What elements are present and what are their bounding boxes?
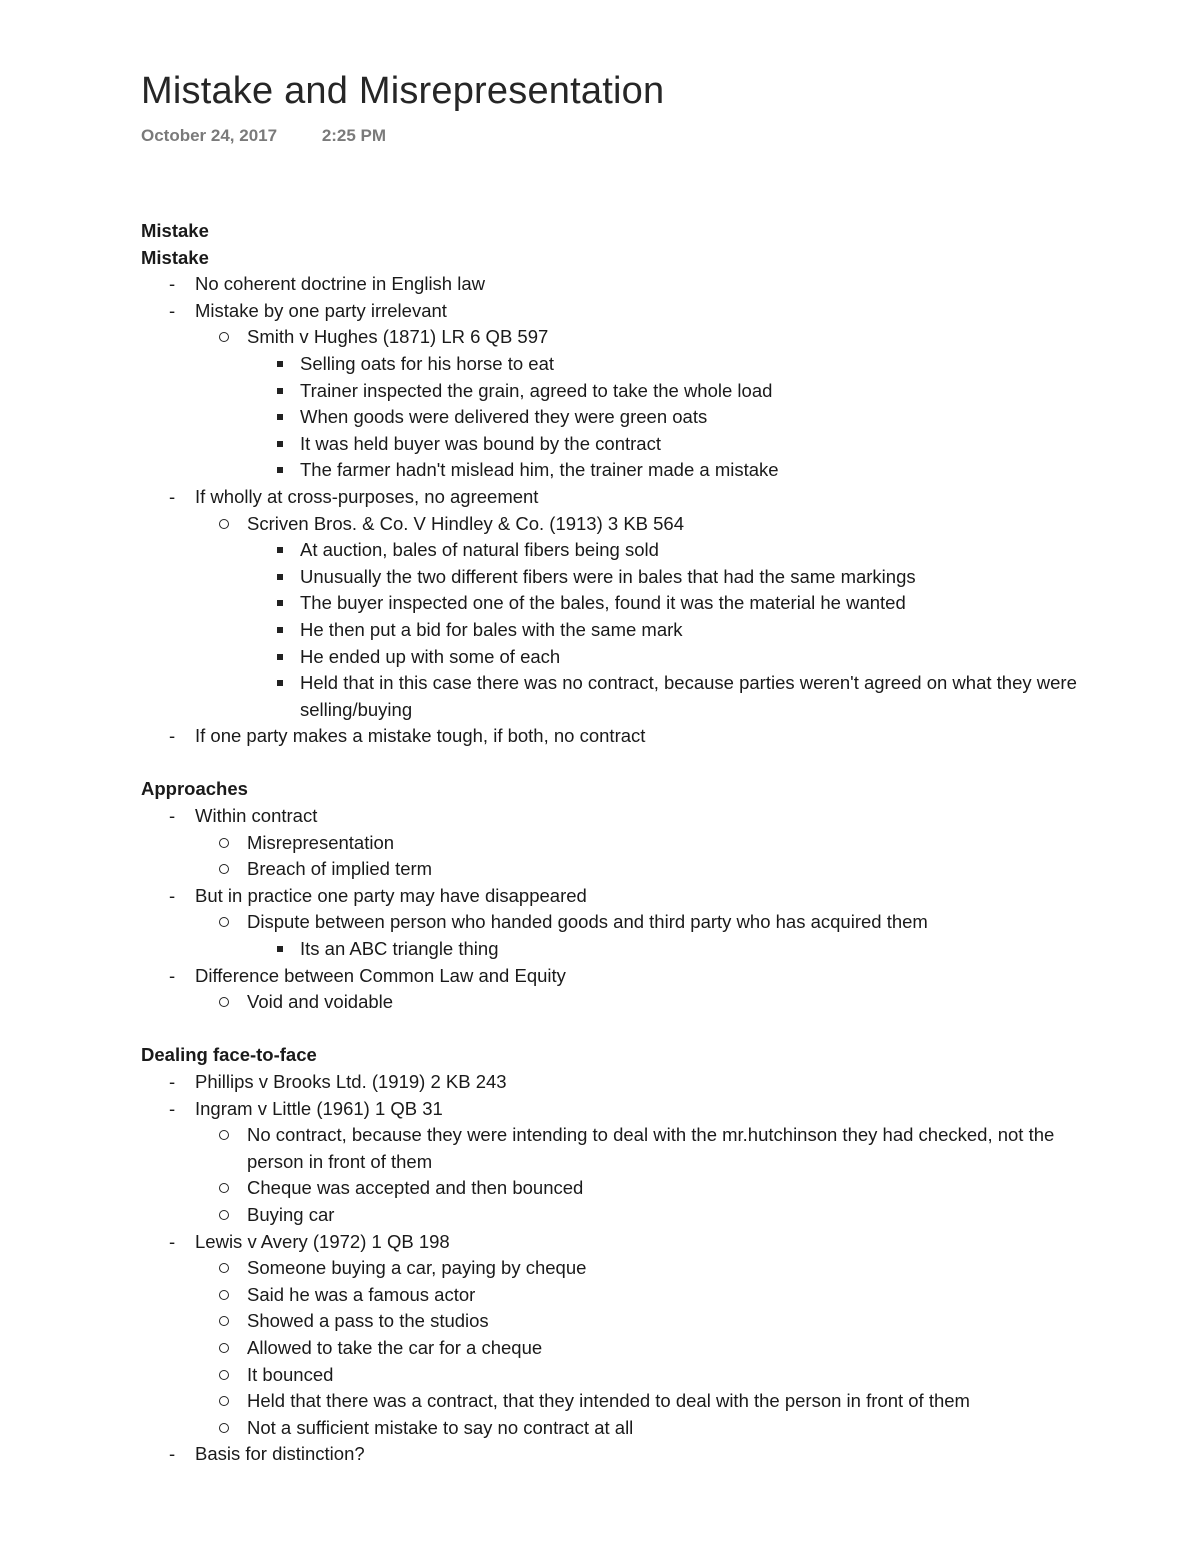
outline-item-text: Ingram v Little (1961) 1 QB 31 <box>195 1097 443 1119</box>
outline-item-text: Approaches <box>141 778 248 800</box>
outline-item-text: Lewis v Avery (1972) 1 QB 198 <box>195 1230 450 1252</box>
outline-item <box>141 909 1101 936</box>
outline-item <box>141 830 1101 857</box>
outline-item-text: Within contract <box>195 805 318 827</box>
circle-bullet-icon <box>219 997 229 1007</box>
square-bullet-icon <box>277 547 283 553</box>
outline-item-text: Someone buying a car, paying by cheque <box>247 1257 587 1279</box>
outline-item <box>141 1388 1101 1415</box>
dash-bullet-icon: - <box>169 964 176 986</box>
dash-bullet-icon: - <box>169 1071 176 1092</box>
note-time: 2:25 PM <box>321 126 387 145</box>
outline-item <box>141 457 1101 484</box>
outline-item-text: Basis for distinction? <box>195 1443 365 1465</box>
outline-item <box>141 590 1101 617</box>
square-bullet-icon <box>277 946 283 952</box>
outline-item-text: Breach of implied term <box>247 858 433 880</box>
outline-item-text: If one party makes a mistake tough, if both, no contract <box>195 725 646 747</box>
outline-item <box>141 1282 1101 1309</box>
circle-bullet-icon <box>219 838 229 848</box>
outline-item-text: Smith v Hughes (1871) LR 6 QB 597 <box>247 326 549 348</box>
outline-item <box>141 670 1101 723</box>
square-bullet-icon <box>277 361 283 367</box>
outline-item-text: Difference between Common Law and Equity <box>195 964 566 986</box>
circle-bullet-icon <box>219 519 229 529</box>
outline-item <box>141 1362 1101 1389</box>
square-bullet-icon <box>277 441 283 447</box>
square-bullet-icon <box>277 574 283 580</box>
circle-bullet-icon <box>219 917 229 927</box>
outline-item <box>141 883 1101 910</box>
outline-item <box>141 1096 1101 1123</box>
dash-bullet-icon: - <box>169 1443 176 1465</box>
section-heading <box>141 245 1101 272</box>
outline-item <box>141 617 1101 644</box>
outline-item <box>141 511 1101 538</box>
outline-item <box>141 564 1101 591</box>
circle-bullet-icon <box>219 1343 229 1353</box>
outline-item <box>141 1202 1101 1229</box>
outline-item <box>141 856 1101 883</box>
outline-item-text: Selling oats for his horse to eat <box>300 352 555 374</box>
dash-bullet-icon: - <box>169 299 176 321</box>
outline-item-text: When goods were delivered they were green oats <box>300 406 708 428</box>
outline-item-text: Mistake <box>141 246 209 268</box>
dash-bullet-icon: - <box>169 884 176 906</box>
section-heading <box>141 218 1101 245</box>
section-heading <box>141 776 1101 803</box>
circle-bullet-icon <box>219 1263 229 1273</box>
dash-bullet-icon: - <box>169 725 176 747</box>
outline-item <box>141 1175 1101 1202</box>
outline-item <box>141 378 1101 405</box>
outline-item-text: The buyer inspected one of the bales, found it was the material he wanted <box>300 592 906 614</box>
circle-bullet-icon <box>219 1423 229 1433</box>
outline-item-text: Trainer inspected the grain, agreed to take the whole load <box>300 379 773 401</box>
outline-item <box>141 351 1101 378</box>
outline-item <box>141 1255 1101 1282</box>
outline-item-text: Buying car <box>247 1203 335 1225</box>
note-date: October 24, 2017 <box>141 126 278 145</box>
outline-item <box>141 1415 1101 1442</box>
outline-item-text: Dispute between person who handed goods and third party who has acquired them <box>247 911 928 933</box>
outline-item-text: He ended up with some of each <box>300 645 561 667</box>
outline-item-text: Its an ABC triangle thing <box>300 938 499 960</box>
note-body <box>141 218 1101 1468</box>
dash-bullet-icon: - <box>169 273 176 295</box>
dash-bullet-icon: - <box>169 1230 176 1252</box>
square-bullet-icon <box>277 654 283 660</box>
outline-item <box>141 989 1101 1016</box>
blank-line <box>141 1016 1101 1043</box>
circle-bullet-icon <box>219 864 229 874</box>
outline-item-text: Scriven Bros. & Co. V Hindley & Co. (1913) 3 KB 564 <box>247 512 685 534</box>
outline-item <box>141 1122 1101 1175</box>
square-bullet-icon <box>277 414 283 420</box>
blank-line <box>141 750 1101 777</box>
circle-bullet-icon <box>219 1316 229 1326</box>
outline-item-text: Held that there was a contract, that they intended to deal with the person in front of them <box>247 1390 970 1412</box>
outline-item <box>141 1441 1101 1468</box>
outline-item <box>141 936 1101 963</box>
outline-item-text: Held that in this case there was no contract, because parties weren't agreed on what they were selling/buying <box>300 672 1077 720</box>
circle-bullet-icon <box>219 1183 229 1193</box>
outline-item <box>141 1335 1101 1362</box>
outline-item <box>141 963 1101 990</box>
circle-bullet-icon <box>219 1130 229 1140</box>
circle-bullet-icon <box>219 332 229 342</box>
outline-item <box>141 431 1101 458</box>
outline-item <box>141 723 1101 750</box>
outline-item-text: Mistake by one party irrelevant <box>195 299 447 321</box>
outline-item-text: Allowed to take the car for a cheque <box>247 1336 543 1358</box>
square-bullet-icon <box>277 600 283 606</box>
outline-item <box>141 1229 1101 1256</box>
outline-item-text: It was held buyer was bound by the contract <box>300 432 661 454</box>
page-title: Mistake and Misrepresentation <box>141 70 665 112</box>
square-bullet-icon <box>277 388 283 394</box>
outline-item-text: Showed a pass to the studios <box>247 1310 489 1332</box>
outline-item <box>141 1069 1101 1096</box>
outline-item-text: At auction, bales of natural fibers being sold <box>300 539 659 561</box>
square-bullet-icon <box>277 680 283 686</box>
section-heading <box>141 1042 1101 1069</box>
square-bullet-icon <box>277 467 283 473</box>
outline-item <box>141 803 1101 830</box>
outline-item <box>141 1308 1101 1335</box>
outline-item-text: Dealing face-to-face <box>141 1044 317 1066</box>
outline-item-text: Phillips v Brooks Ltd. (1919) 2 KB 243 <box>195 1071 507 1092</box>
dash-bullet-icon: - <box>169 805 176 827</box>
outline-item-text: He then put a bid for bales with the same mark <box>300 618 683 640</box>
outline-item <box>141 404 1101 431</box>
outline-item <box>141 484 1101 511</box>
note-timestamp <box>141 126 386 146</box>
outline-item-text: Said he was a famous actor <box>247 1283 476 1305</box>
circle-bullet-icon <box>219 1396 229 1406</box>
outline-item-text: But in practice one party may have disappeared <box>195 884 587 906</box>
outline-item-text: If wholly at cross-purposes, no agreement <box>195 485 539 507</box>
dash-bullet-icon: - <box>169 485 176 507</box>
outline-item-text: Mistake <box>141 220 209 241</box>
circle-bullet-icon <box>219 1210 229 1220</box>
outline-item-text: Void and voidable <box>247 991 394 1013</box>
circle-bullet-icon <box>219 1370 229 1380</box>
outline-item <box>141 271 1101 298</box>
outline-item-text: No contract, because they were intending to deal with the mr.hutchinson they had checked, not the person in front of them <box>247 1124 1055 1172</box>
dash-bullet-icon: - <box>169 1097 176 1119</box>
outline-item-text: Not a sufficient mistake to say no contract at all <box>247 1416 634 1438</box>
square-bullet-icon <box>277 627 283 633</box>
outline-item-text: Cheque was accepted and then bounced <box>247 1177 584 1199</box>
outline-item-text: No coherent doctrine in English law <box>195 273 485 295</box>
outline-item-text: Unusually the two different fibers were in bales that had the same markings <box>300 565 916 587</box>
outline-item-text: It bounced <box>247 1363 334 1385</box>
circle-bullet-icon <box>219 1290 229 1300</box>
outline-item-text: Misrepresentation <box>247 831 395 853</box>
outline-item <box>141 298 1101 325</box>
outline-item <box>141 537 1101 564</box>
outline-item <box>141 644 1101 671</box>
outline-item-text: The farmer hadn't mislead him, the trainer made a mistake <box>300 459 779 481</box>
outline-item <box>141 324 1101 351</box>
